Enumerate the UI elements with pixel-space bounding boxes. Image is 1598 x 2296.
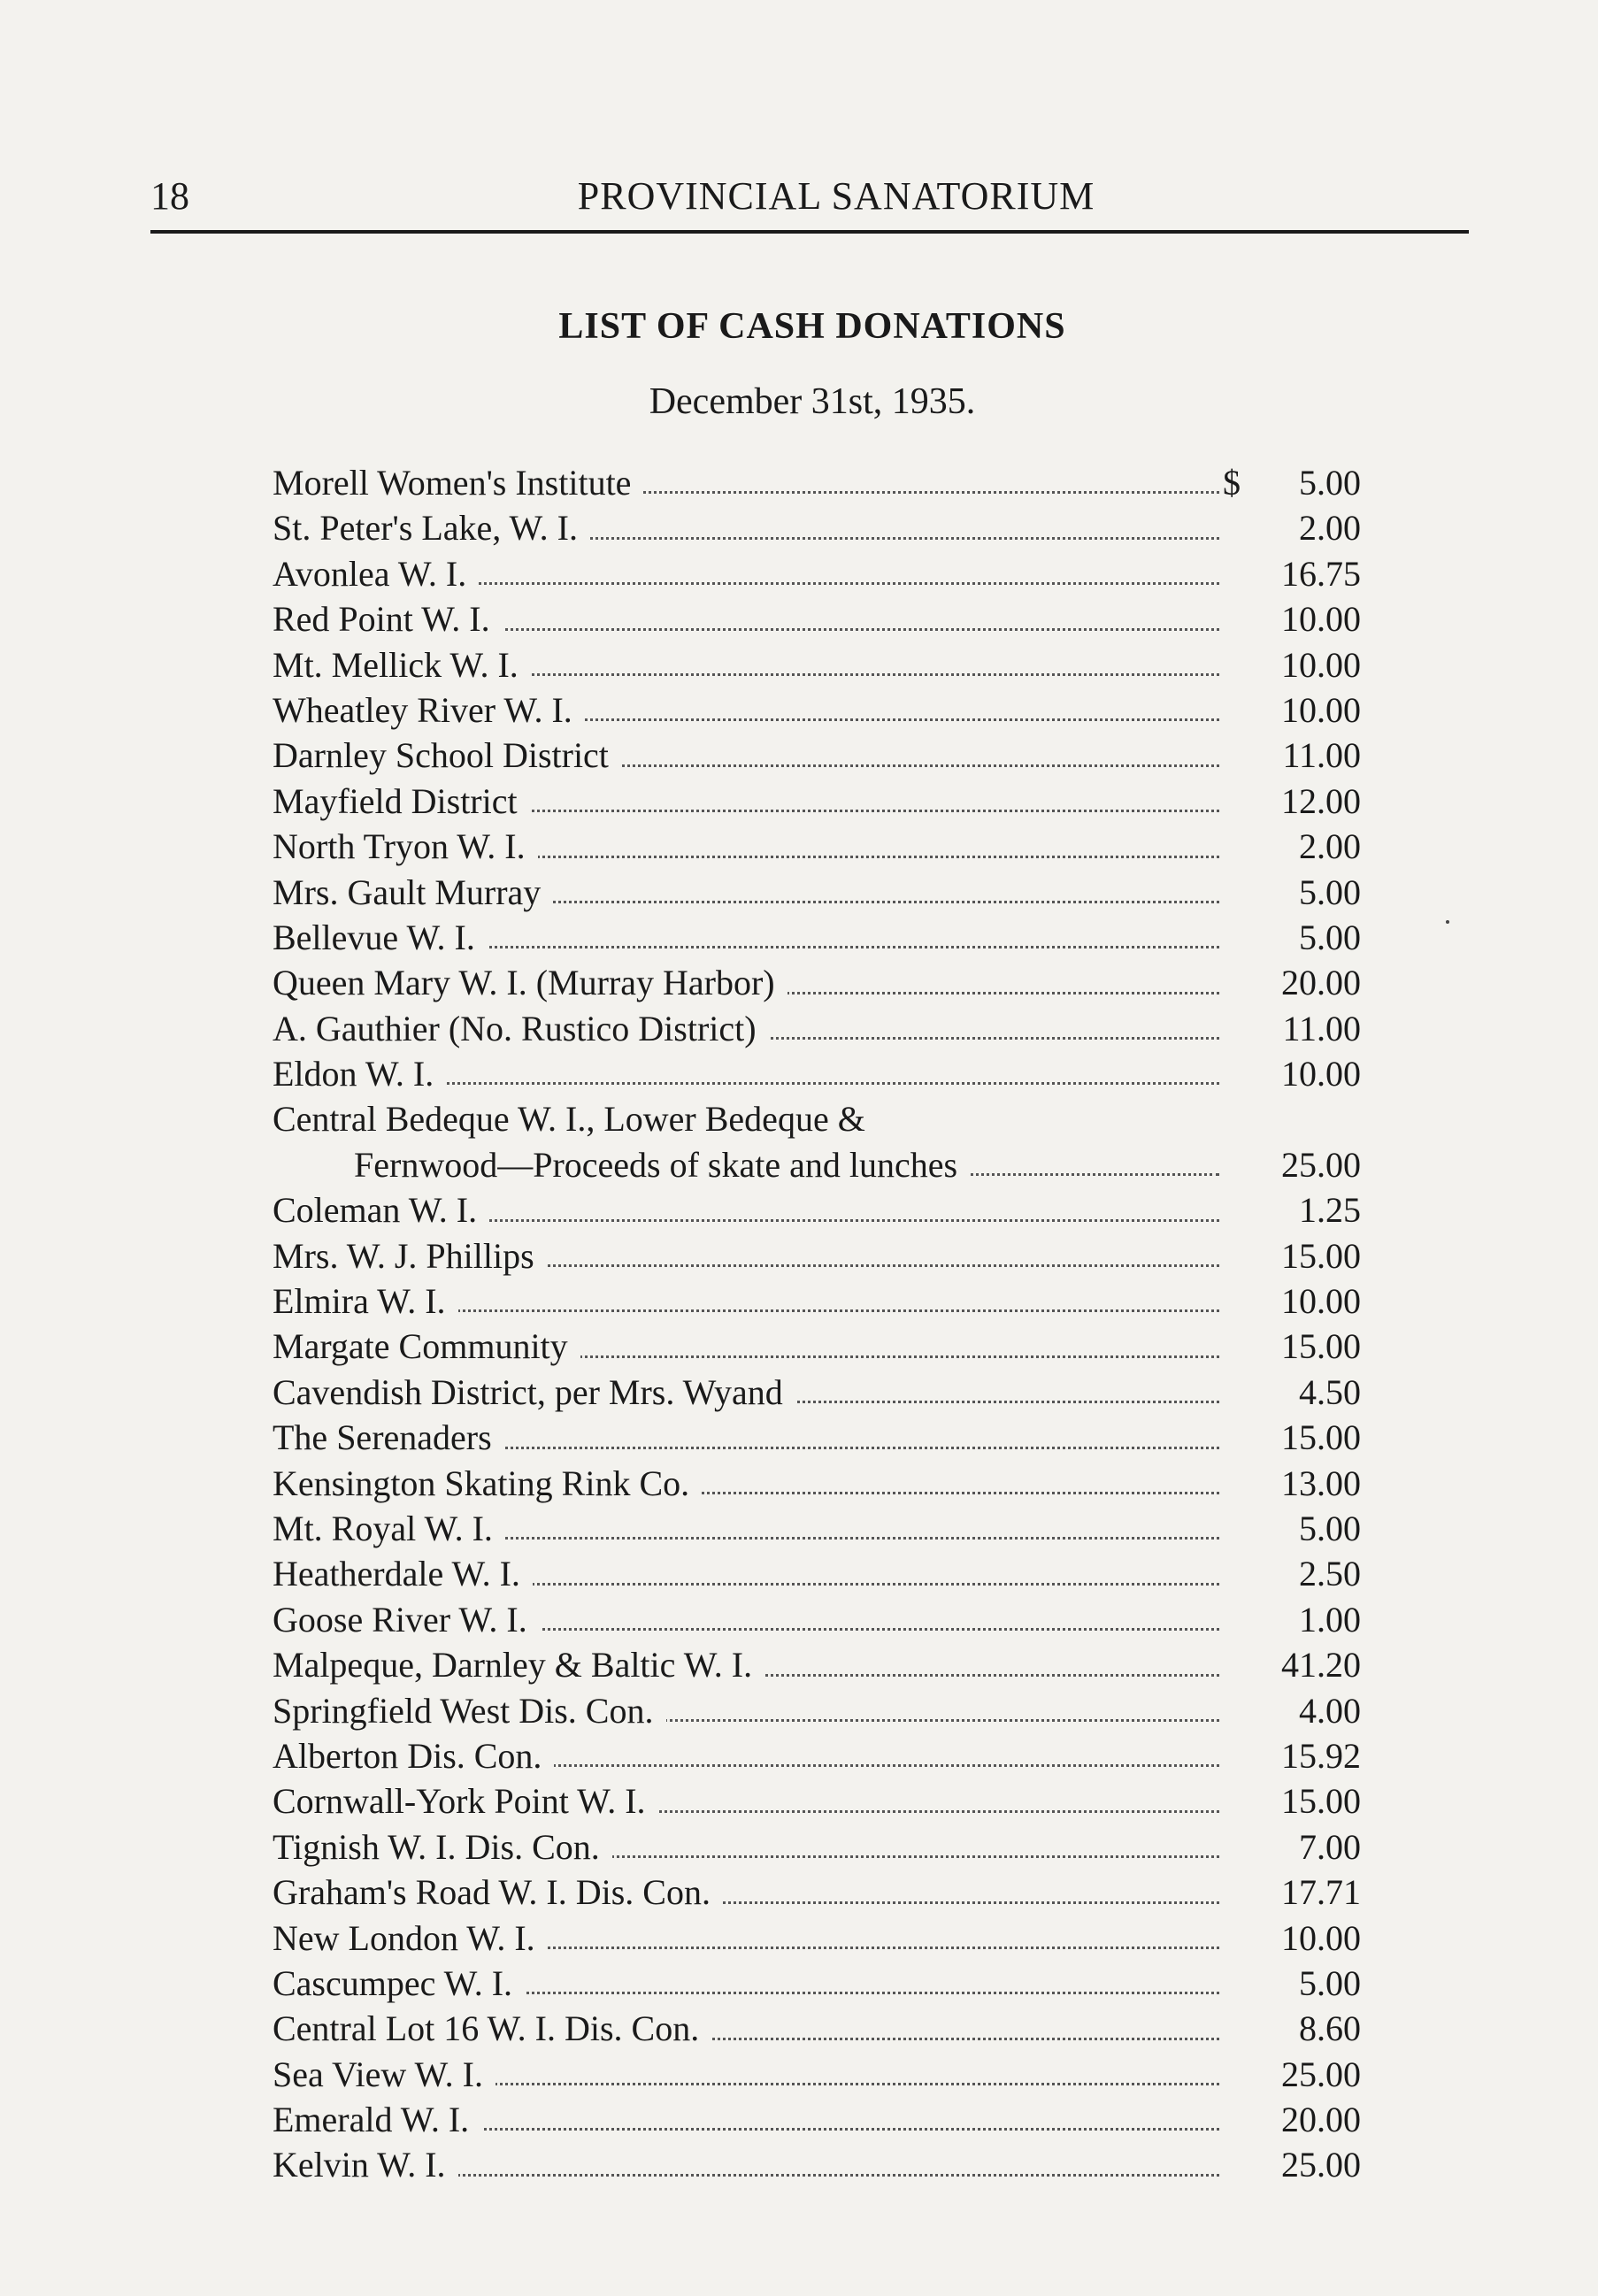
donor-name: Central Bedeque W. I., Lower Bedeque &	[273, 1096, 878, 1141]
donation-row	[273, 1370, 1361, 1415]
donor-name: Margate Community	[273, 1324, 580, 1369]
donation-amount: 2.00	[1299, 826, 1361, 867]
donation-row	[273, 1006, 1361, 1051]
donation-row	[273, 1870, 1361, 1915]
donor-name: Sea View W. I.	[273, 2052, 496, 2097]
donation-row	[273, 596, 1361, 641]
donation-row	[273, 642, 1361, 687]
donor-name: Central Lot 16 W. I. Dis. Con.	[273, 2006, 711, 2051]
donation-amount: 15.00	[1281, 1417, 1361, 1458]
donation-amount: 4.50	[1299, 1371, 1361, 1412]
donation-row	[273, 779, 1361, 824]
donor-name: Mt. Royal W. I.	[273, 1506, 505, 1551]
donation-amount: 25.00	[1281, 2054, 1361, 2094]
header-rule	[150, 230, 1469, 234]
donation-amount: 11.00	[1282, 735, 1361, 776]
donation-row	[273, 1733, 1361, 1778]
donor-name: North Tryon W. I.	[273, 824, 538, 869]
donor-name: Queen Mary W. I. (Murray Harbor)	[273, 960, 787, 1005]
donation-row	[273, 1916, 1361, 1961]
donation-amount: 5.00	[1299, 1508, 1361, 1548]
donation-row	[273, 2006, 1361, 2051]
donation-row	[273, 2052, 1361, 2097]
donor-name: Emerald W. I.	[273, 2097, 481, 2142]
donation-amount: 4.00	[1299, 1690, 1361, 1731]
donor-name: New London W. I.	[273, 1916, 548, 1961]
donor-name: Fernwood—Proceeds of skate and lunches	[354, 1142, 970, 1187]
donation-row	[273, 1324, 1361, 1369]
donor-name: Goose River W. I.	[273, 1597, 540, 1642]
donation-row	[273, 1142, 1361, 1187]
donation-amount: 11.00	[1282, 1008, 1361, 1048]
donor-name: Heatherdale W. I.	[273, 1551, 533, 1596]
donation-amount: 2.50	[1299, 1554, 1361, 1594]
donation-amount: 15.92	[1281, 1735, 1361, 1776]
donation-amount: 1.25	[1299, 1190, 1361, 1231]
donor-name: Springfield West Dis. Con.	[273, 1688, 666, 1733]
donor-name: Tignish W. I. Dis. Con.	[273, 1824, 612, 1870]
donation-row	[273, 1187, 1361, 1232]
donation-amount: 5.00	[1299, 917, 1361, 957]
donation-row	[273, 505, 1361, 550]
donation-amount: 10.00	[1281, 1917, 1361, 1958]
donation-amount: 41.20	[1281, 1645, 1361, 1686]
donor-name: Red Point W. I.	[273, 596, 503, 641]
donor-name: Elmira W. I.	[273, 1279, 458, 1324]
donor-name: St. Peter's Lake, W. I.	[273, 505, 590, 550]
donor-name: Darnley School District	[273, 733, 621, 778]
donation-amount: 1.00	[1299, 1599, 1361, 1639]
donation-amount: 10.00	[1281, 644, 1361, 685]
donation-amount: 20.00	[1281, 2100, 1361, 2140]
donation-amount: 15.00	[1281, 1326, 1361, 1367]
donation-amount: 5.00	[1299, 1962, 1361, 2003]
donation-row	[273, 915, 1361, 960]
donation-row	[273, 1506, 1361, 1551]
donation-amount: 15.00	[1281, 1781, 1361, 1822]
donation-row	[273, 733, 1361, 778]
donation-amount: 15.00	[1281, 1235, 1361, 1276]
donor-name: The Serenaders	[273, 1415, 504, 1460]
donor-name: Mrs. Gault Murray	[273, 870, 553, 915]
donation-row	[273, 551, 1361, 596]
donor-name: Malpeque, Darnley & Baltic W. I.	[273, 1642, 764, 1687]
print-speck	[1446, 920, 1449, 924]
donor-name: Mt. Mellick W. I.	[273, 642, 531, 687]
donation-row	[273, 1415, 1361, 1460]
page-header	[150, 173, 1469, 228]
donation-row	[273, 2142, 1361, 2187]
donation-row	[273, 960, 1361, 1005]
donation-amount: 16.75	[1281, 553, 1361, 594]
currency-symbol: $	[1223, 460, 1241, 505]
donor-name: Eldon W. I.	[273, 1051, 446, 1096]
running-title: PROVINCIAL SANATORIUM	[577, 174, 1095, 218]
donor-name: Cornwall-York Point W. I.	[273, 1778, 658, 1824]
donor-name: Cavendish District, per Mrs. Wyand	[273, 1370, 795, 1415]
donation-row	[273, 1824, 1361, 1870]
donor-name: Mrs. W. J. Phillips	[273, 1233, 547, 1279]
donation-row	[273, 824, 1361, 869]
donation-amount: 10.00	[1281, 689, 1361, 730]
donation-amount: 5.00	[1299, 463, 1361, 503]
donation-row	[273, 1961, 1361, 2006]
donation-row	[273, 870, 1361, 915]
donation-row	[273, 1233, 1361, 1279]
donation-amount: 25.00	[1281, 1144, 1361, 1185]
donation-row	[273, 1096, 1361, 1141]
donation-amount: 7.00	[1299, 1826, 1361, 1867]
list-date: December 31st, 1935.	[649, 381, 976, 422]
donor-name: Kensington Skating Rink Co.	[273, 1461, 702, 1506]
donor-name: Morell Women's Institute	[273, 460, 643, 505]
donor-name: Avonlea W. I.	[273, 551, 479, 596]
donation-row	[273, 1279, 1361, 1324]
donation-row	[273, 1051, 1361, 1096]
donation-row	[273, 1551, 1361, 1596]
donation-amount: 8.60	[1299, 2008, 1361, 2049]
donor-name: Coleman W. I.	[273, 1187, 489, 1232]
donor-name: Mayfield District	[273, 779, 530, 824]
donation-amount: 10.00	[1281, 1281, 1361, 1322]
donation-amount: 2.00	[1299, 508, 1361, 549]
donor-name: Graham's Road W. I. Dis. Con.	[273, 1870, 723, 1915]
donation-row	[273, 1688, 1361, 1733]
donation-amount: 12.00	[1281, 780, 1361, 821]
donation-amount: 13.00	[1281, 1463, 1361, 1503]
page-number: 18	[150, 174, 189, 218]
donation-row	[273, 687, 1361, 733]
donation-row	[273, 2097, 1361, 2142]
donation-list	[273, 460, 1361, 2188]
donation-amount: 20.00	[1281, 963, 1361, 1003]
list-heading: LIST OF CASH DONATIONS	[558, 306, 1066, 347]
donor-name: Cascumpec W. I.	[273, 1961, 525, 2006]
donation-amount: 5.00	[1299, 872, 1361, 912]
donation-row	[273, 1778, 1361, 1824]
donation-amount: 10.00	[1281, 1054, 1361, 1094]
donor-name: Bellevue W. I.	[273, 915, 488, 960]
donor-name: Wheatley River W. I.	[273, 687, 585, 733]
donor-name: Alberton Dis. Con.	[273, 1733, 554, 1778]
donation-amount: 10.00	[1281, 599, 1361, 640]
donation-row	[273, 460, 1361, 505]
donation-row	[273, 1461, 1361, 1506]
donation-row	[273, 1597, 1361, 1642]
donor-name: A. Gauthier (No. Rustico District)	[273, 1006, 769, 1051]
donation-row	[273, 1642, 1361, 1687]
donation-amount: 17.71	[1281, 1872, 1361, 1913]
donor-name: Kelvin W. I.	[273, 2142, 458, 2187]
donation-amount: 25.00	[1281, 2145, 1361, 2185]
